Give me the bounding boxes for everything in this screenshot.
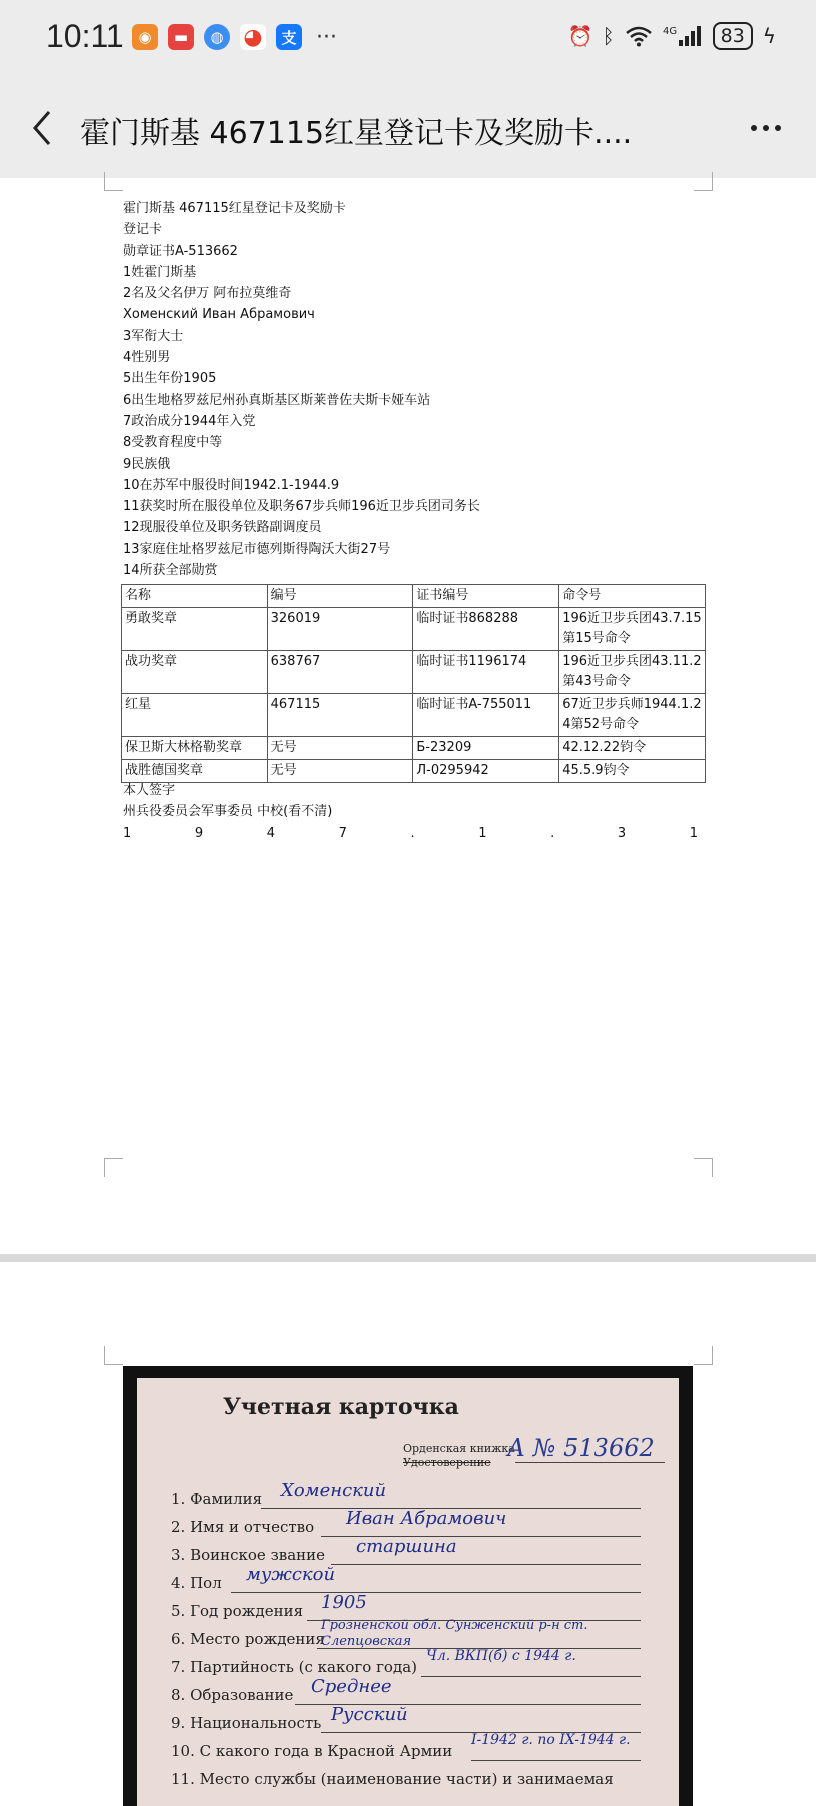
signature-line: 本人签字 (123, 783, 176, 798)
more-dot (763, 125, 769, 131)
battery-icon: 83 (713, 22, 753, 50)
date-digit: 1 (123, 826, 132, 841)
table-cell: 42.12.22钧令 (559, 737, 706, 760)
page-separator (0, 1254, 816, 1262)
page-corner-mark (104, 1158, 123, 1177)
alipay-app-icon: 支 (276, 24, 302, 50)
doc-line: 7政治成分1944年入党 (123, 413, 256, 429)
status-bar (0, 0, 816, 78)
handwritten-value: Чл. ВКП(б) с 1944 г. (426, 1648, 576, 1664)
table-cell: 战功奖章 (122, 651, 268, 694)
card-field-label: 8. Образование (171, 1686, 294, 1704)
shop-app-icon: ▬ (168, 24, 194, 50)
order-book-label-text: Орденская книжка (403, 1442, 515, 1455)
field-underline (421, 1676, 641, 1677)
handwritten-value: старшина (356, 1536, 457, 1557)
card-field-label: 10. С какого года в Красной Армии (171, 1742, 453, 1760)
document-page-1 (0, 178, 816, 1258)
card-field-row (171, 1508, 507, 1546)
field-underline (231, 1592, 641, 1593)
card-field-label: 6. Место рождения (171, 1630, 325, 1648)
more-options-button[interactable] (736, 108, 796, 148)
table-cell: 临时证书868288 (413, 608, 559, 651)
date-digit: 4 (266, 826, 276, 841)
card-field-row (171, 1592, 367, 1630)
doc-line: 12现服役单位及职务铁路副调度员 (123, 520, 322, 536)
table-row (122, 608, 706, 651)
bluetooth-icon: ᛒ (602, 24, 615, 48)
card-field-label: 5. Год рождения (171, 1602, 304, 1620)
doc-line: Хоменский Иван Абрамович (123, 307, 315, 323)
table-cell: 467115 (267, 694, 413, 737)
page-title: 霍门斯基 467115红星登记卡及奖励卡.... (80, 116, 633, 151)
table-cell: 保卫斯大林格勒奖章 (122, 737, 268, 760)
doc-line: 8受教育程度中等 (123, 435, 223, 451)
date-digit: 1 (689, 826, 698, 841)
weibo-app-icon: ◕ (240, 24, 266, 50)
table-row (122, 651, 706, 694)
page-corner-mark (104, 1346, 123, 1365)
handwritten-value: Среднее (311, 1676, 392, 1697)
doc-line: 4性别男 (123, 350, 171, 366)
table-cell: 67近卫步兵师1944.1.24第52号命令 (559, 694, 706, 737)
table-header-cell: 名称 (122, 585, 268, 608)
table-cell: 临时证书1196174 (413, 651, 559, 694)
table-cell: Б-23209 (413, 737, 559, 760)
certificate-label-text: Удостоверение (403, 1456, 491, 1469)
card-field-label: 1. Фамилия (171, 1490, 263, 1508)
handwritten-value: Русский (331, 1704, 408, 1725)
notification-icons (132, 24, 337, 50)
handwritten-value: Иван Абрамович (346, 1508, 507, 1529)
back-button[interactable] (22, 104, 62, 152)
document-footer-text (123, 780, 723, 823)
doc-line: 9民族俄 (123, 456, 171, 472)
registration-card (137, 1378, 679, 1806)
doc-line: 11获奖时所在服役单位及职务67步兵师196近卫步兵团司务长 (123, 499, 480, 515)
signal-4g-icon (663, 24, 703, 48)
handwritten-value: 1905 (321, 1592, 367, 1613)
doc-line: 霍门斯基 467115红星登记卡及奖励卡 (123, 201, 346, 216)
card-field-row (171, 1564, 336, 1602)
more-dot (775, 125, 781, 131)
more-dots-icon (751, 125, 757, 131)
table-cell: 196近卫步兵团43.7.15第15号命令 (559, 608, 706, 651)
date-row (123, 826, 698, 841)
date-digit: 3 (617, 826, 627, 841)
date-digit: . (550, 826, 555, 841)
card-field-label: 2. Имя и отчество (171, 1518, 315, 1536)
card-field-row (171, 1676, 392, 1714)
card-title: Учетная карточка (223, 1394, 459, 1420)
order-book-label (403, 1442, 515, 1470)
system-icons (568, 22, 776, 50)
doc-line: 6出生地格罗兹尼州孙真斯基区斯莱普佐夫斯卡娅车站 (123, 392, 431, 408)
date-digit: 7 (338, 826, 347, 841)
card-field-label: 3. Воинское звание (171, 1546, 326, 1564)
handwritten-value: мужской (246, 1564, 336, 1585)
table-cell: Л-0295942 (413, 760, 559, 783)
order-underline (515, 1462, 665, 1463)
card-field-label: 9. Национальность (171, 1714, 322, 1732)
table-cell: 勇敢奖章 (122, 608, 268, 651)
charging-icon: ϟ (762, 24, 776, 48)
page-corner-mark (694, 1346, 713, 1365)
doc-line: 3军衔大士 (123, 328, 184, 344)
table-cell: 45.5.9钧令 (559, 760, 706, 783)
handwritten-value: Грозненской обл. Сунженский р-н ст. Слепцовская (321, 1618, 588, 1649)
card-field-row (171, 1480, 387, 1518)
handwritten-value: Хоменский (281, 1480, 387, 1501)
document-page-2 (0, 1262, 816, 1800)
page-corner-mark (694, 172, 713, 191)
date-digit: 1 (478, 826, 487, 841)
table-cell: 红星 (122, 694, 268, 737)
doc-line: 登记卡 (123, 222, 163, 238)
date-digit: . (410, 826, 415, 841)
doc-line: 2名及父名伊万 阿布拉莫维奇 (123, 286, 292, 302)
table-header-cell: 编号 (267, 585, 413, 608)
more-notifications-icon: ··· (316, 24, 337, 50)
medals-table (121, 584, 706, 783)
doc-line: 13家庭住址格罗兹尼市德列斯得陶沃大街27号 (123, 541, 391, 557)
clock: 10:11 (46, 18, 124, 54)
chevron-left-icon (31, 110, 53, 146)
table-cell: 无号 (267, 737, 413, 760)
card-field-label: 4. Пол (171, 1574, 222, 1592)
field-underline (471, 1760, 641, 1761)
table-cell: 196近卫步兵团43.11.2第43号命令 (559, 651, 706, 694)
card-field-row (171, 1770, 614, 1798)
commissioner-line: 州兵役委员会军事委员 中校(看不清) (123, 804, 333, 820)
field-underline (331, 1564, 641, 1565)
card-field-row (171, 1732, 631, 1770)
card-field-row (171, 1704, 408, 1742)
scanned-card-image (123, 1366, 693, 1806)
doc-line: 勋章证书A-513662 (123, 243, 238, 259)
table-cell: 638767 (267, 651, 413, 694)
wifi-icon (625, 25, 653, 47)
table-header-cell: 证书编号 (413, 585, 559, 608)
page-corner-mark (694, 1158, 713, 1177)
table-cell: 临时证书A-755011 (413, 694, 559, 737)
title-bar (0, 78, 816, 178)
svg-text:4G: 4G (662, 26, 677, 37)
table-cell: 326019 (267, 608, 413, 651)
card-field-label: 7. Партийность (с какого года) (171, 1658, 417, 1676)
table-cell: 无号 (267, 760, 413, 783)
doc-line: 14所获全部勋赏 (123, 563, 218, 579)
order-book-number: А № 513662 (507, 1434, 655, 1462)
doc-line: 5出生年份1905 (123, 371, 217, 387)
alarm-icon: ⏰ (567, 24, 593, 48)
document-text (123, 198, 723, 581)
chat-app-icon: ◉ (132, 24, 158, 50)
card-field-label: 11. Место службы (наименование части) и занимаемая (171, 1770, 614, 1788)
browser-app-icon: ◍ (204, 24, 230, 50)
table-row (122, 694, 706, 737)
handwritten-value: I-1942 г. по IX-1944 г. (471, 1732, 631, 1748)
date-digit: 9 (194, 826, 204, 841)
table-header-cell: 命令号 (559, 585, 706, 608)
page-corner-mark (104, 172, 123, 191)
faded-stamp (177, 1428, 347, 1488)
doc-line: 10在苏军中服役时间1942.1-1944.9 (123, 477, 340, 493)
table-header-row (122, 585, 706, 608)
table-cell: 战胜德国奖章 (122, 760, 268, 783)
table-row (122, 737, 706, 760)
doc-line: 1姓霍门斯基 (123, 264, 197, 280)
